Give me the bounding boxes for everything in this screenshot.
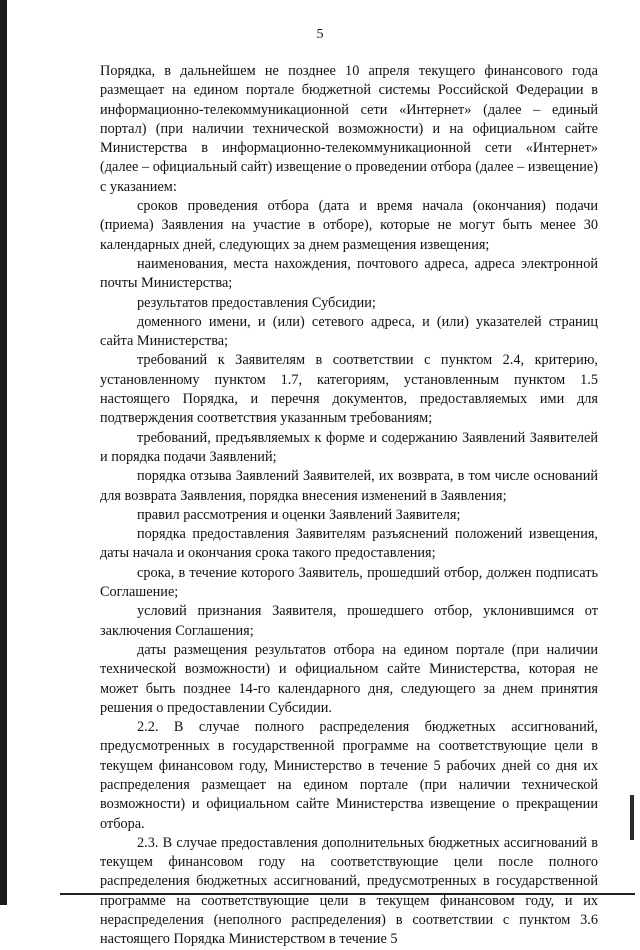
paragraph-2: наименования, места нахождения, почтового адреса, адреса электронной почты Министерства;: [100, 255, 598, 292]
paragraph-11: условий признания Заявителя, прошедшего отбор, уклонившимся от заключения Соглашения;: [100, 603, 598, 639]
document-body: [100, 62, 598, 950]
paragraph-9: порядка предоставления Заявителям разъяснений положений извещения, даты начала и окончания срока такого предоставления;: [100, 526, 598, 562]
paragraph-4: доменного имени, и (или) сетевого адреса, и (или) указателей страниц сайта Министерства;: [100, 313, 598, 350]
paragraph-13: 2.2. В случае полного распределения бюджетных ассигнований, предусмотренных в государственной программе на соответствующие цели в текущем финансовом году, Министерство в течение 5 рабочих дней со дня их распределения размещает на едином портале (при наличии технической возможности) и официальном сайте Министерства извещение о прекращении отбора.: [100, 719, 598, 832]
paragraph-8: правил рассмотрения и оценки Заявлений Заявителя;: [137, 506, 461, 523]
paragraph-7: порядка отзыва Заявлений Заявителей, их возврата, в том числе оснований для возврата Заявления, порядка внесения изменений в Заявления;: [100, 468, 598, 504]
paragraph-3: результатов предоставления Субсидии;: [137, 294, 376, 311]
paragraph-6: требований, предъявляемых к форме и содержанию Заявлений Заявителей и порядка подачи Заявлений;: [100, 429, 598, 465]
paragraph-0: Порядка, в дальнейшем не позднее 10 апреля текущего финансового года размещает на едином портале бюджетной системы Российской Федерации в информационно-телекоммуникационной сети «Интернет» (далее – единый портал) (при наличии технической возможности) и на официальном сайте Министерства в информационно-телекоммуникационной сети «Интернет» (далее – официальный сайт) извещение о проведении отбора (далее – извещение) с указанием:: [100, 63, 598, 195]
paragraph-10: срока, в течение которого Заявитель, прошедший отбор, должен подписать Соглашение;: [100, 564, 598, 601]
page-number: 5: [316, 27, 324, 42]
paragraph-5: требований к Заявителям в соответствии с пунктом 2.4, критерию, установленному пунктом 1.7, категориям, установленным пунктом 1.5 настоящего Порядка, и перечня документов, предоставляемых ими для подтверждения соответствия указанным требованиям;: [100, 352, 598, 427]
paragraph-1: сроков проведения отбора (дата и время начала (окончания) подачи (приема) Заявления на участие в отборе), которые не могут быть менее 30 календарных дней, следующих за днем размещения извещения;: [100, 198, 598, 253]
scan-edge-left: [0, 0, 7, 905]
paragraph-14: 2.3. В случае предоставления дополнительных бюджетных ассигнований в текущем финансовом году на соответствующие цели после полного распределения бюджетных ассигнований, предусмотренных в государственной программе на соответствующие цели в текущем финансовом году, и их нераспределения (неполного распределения) в соответствии с пунктом 3.6 настоящего Порядка Министерством в течение 5: [100, 834, 598, 948]
paragraph-12: даты размещения результатов отбора на едином портале (при наличии технической возможности) и официальном сайте Министерства, которая не может быть позднее 14-го календарного дня, следующего за днем принятия решения о предоставлении Субсидии.: [100, 641, 598, 716]
scan-mark-right: [630, 795, 634, 840]
